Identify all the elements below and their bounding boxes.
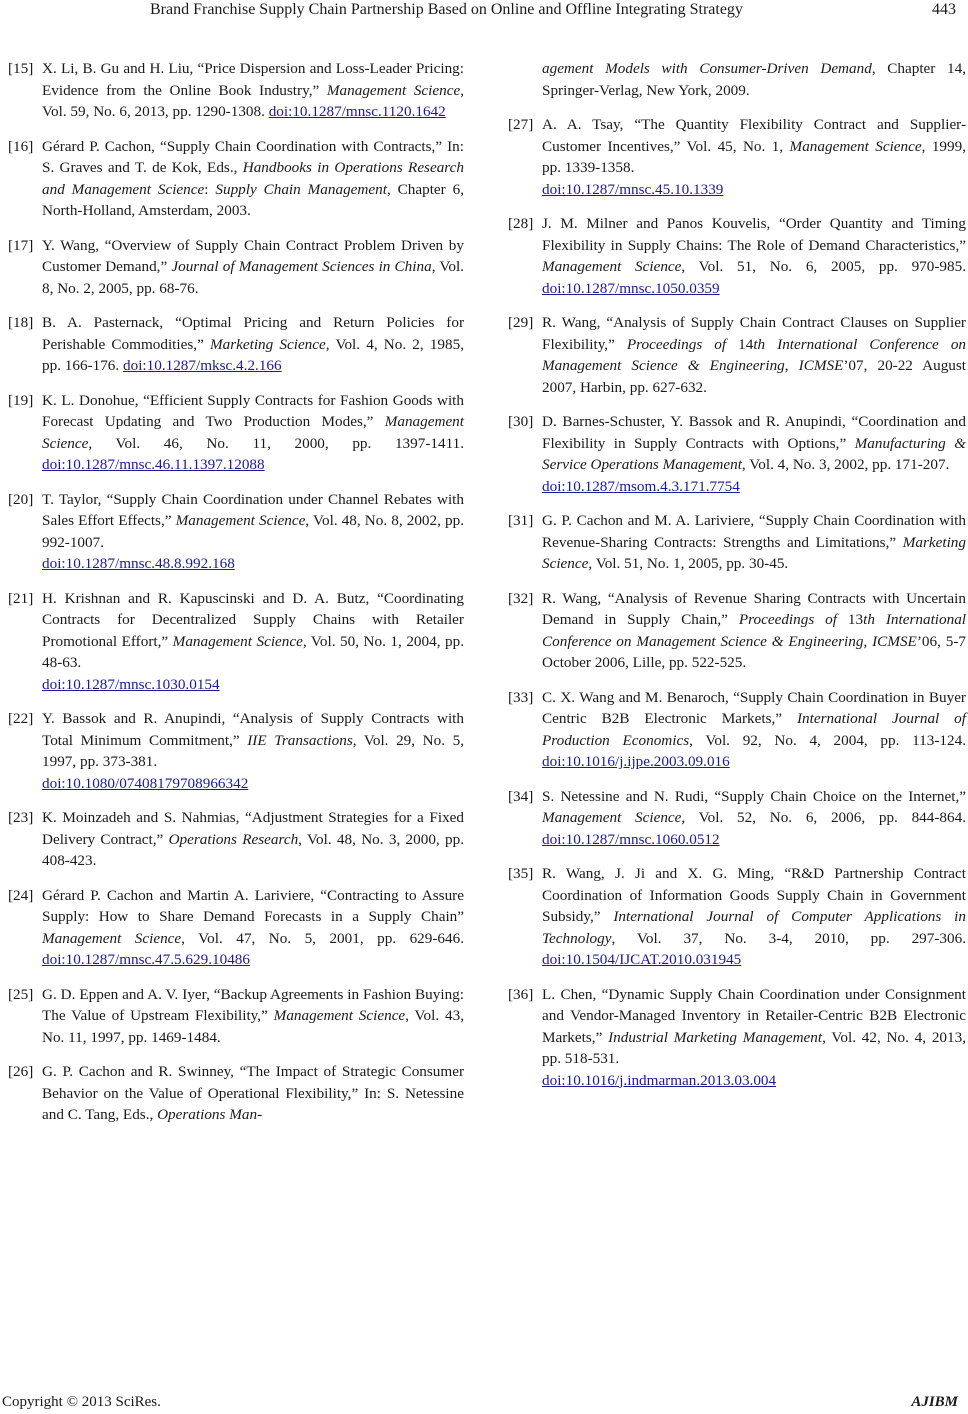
reference-number: [35] [508,865,534,882]
doi-link[interactable]: doi:10.1287/msom.4.3.171.7754 [542,477,740,495]
reference-number: [15] [8,60,34,77]
page-number: 443 [932,1,956,18]
reference-number: [31] [508,512,534,529]
reference-entry [8,708,464,794]
reference-number: [23] [8,809,34,826]
reference-entry [508,213,966,299]
reference-number: [24] [8,886,34,904]
reference-number: [28] [508,215,534,232]
reference-entry [508,510,966,575]
reference-text: L. Chen, “Dynamic Supply Chain Coordination under Consignment and Vendor-Managed Inventory in Retailer-Centric B2B Electronic Markets,” Industrial Marketing Management, Vol. 42, No. 4, 2013, pp. 518-531. doi:10.1016/j.indmarman.2013.03.004 [542,985,966,1089]
reference-text: K. Moinzadeh and S. Nahmias, “Adjustment Strategies for a Fixed Delivery Contract,” Operations Research, Vol. 48, No. 3, 2000, pp. 408-423. [42,809,465,869]
reference-text: Y. Wang, “Overview of Supply Chain Contract Problem Driven by Customer Demand,” Journal of Management Sciences in China, Vol. 8, No. 2, 2005, pp. 68-76. [42,236,464,297]
reference-entry [508,411,966,497]
reference-text: S. Netessine and N. Rudi, “Supply Chain Choice on the Internet,” Management Science, Vol. 52, No. 6, 2006, pp. 844-864. doi:10.1287/mnsc.1060.0512 [542,787,966,848]
reference-entry [8,984,464,1049]
reference-text: G. P. Cachon and M. A. Lariviere, “Supply Chain Coordination with Revenue-Sharing Contracts: Strengths and Limitations,” Marketing Science, Vol. 51, No. 1, 2005, pp. 30-45. [542,512,966,572]
reference-text: Gérard P. Cachon, “Supply Chain Coordination with Contracts,” In: S. Graves and T. de Kok, Eds., Handbooks in Operations Research and Management Science: Supply Chain Management, Chapter 6, North-Holland, Amsterdam, 2003. [42,137,464,219]
reference-entry [8,1061,464,1126]
reference-column-right [508,58,966,1104]
reference-text: K. L. Donohue, “Efficient Supply Contracts for Fashion Goods with Forecast Updating and Two Production Modes,” Management Science, Vol. 46, No. 11, 2000, pp. 1397-1411. doi:10.1287/mnsc.46.11.1397.12088 [42,391,464,473]
reference-text: G. D. Eppen and A. V. Iyer, “Backup Agreements in Fashion Buying: The Value of Upstream Flexibility,” Management Science, Vol. 43, No. 11, 1997, pp. 1469-1484. [42,985,464,1046]
reference-text: Gérard P. Cachon and Martin A. Lariviere, “Contracting to Assure Supply: How to Share Demand Forecasts in a Supply Chain” Management Science, Vol. 47, No. 5, 2001, pp. 629-646. doi:10.1287/mnsc.47.5.629.10486 [42,886,464,968]
reference-continuation [508,58,966,101]
doi-link[interactable]: doi:10.1287/mnsc.48.8.992.168 [42,555,235,572]
doi-link[interactable]: doi:10.1287/mnsc.1050.0359 [542,279,720,297]
reference-number: [30] [508,413,534,430]
reference-text: D. Barnes-Schuster, Y. Bassok and R. Anupindi, “Coordination and Flexibility in Supply Contracts with Options,” Manufacturing & Service Operations Management, Vol. 4, No. 3, 2002, pp. 171-207. doi:10.1287/msom.4.3.171.7754 [542,413,966,495]
reference-entry [508,312,966,398]
reference-entry [508,863,966,971]
reference-number: [17] [8,236,34,254]
reference-entry [508,114,966,200]
reference-text: R. Wang, “Analysis of Revenue Sharing Contracts with Uncertain Demand in Supply Chain,” Proceedings of 13th International Conference on Management Science & Engineering, ICMSE’06, 5-7 October 2006, Lille, pp. 522-525. [542,589,967,671]
reference-entry [8,312,464,377]
reference-entry [8,807,464,872]
reference-entry [8,588,464,696]
reference-entry [8,58,464,123]
copyright-notice: Copyright © 2013 SciRes. [2,1394,161,1410]
doi-link[interactable]: doi:10.1287/mksc.4.2.166 [123,357,282,374]
reference-text: B. A. Pasternack, “Optimal Pricing and Return Policies for Perishable Commodities,” Marketing Science, Vol. 4, No. 2, 1985, pp. 166-176. doi:10.1287/mksc.4.2.166 [42,314,464,374]
reference-entry [8,489,464,575]
reference-text: X. Li, B. Gu and H. Liu, “Price Dispersion and Loss-Leader Pricing: Evidence from the Online Book Industry,” Management Science, Vol. 59, No. 6, 2013, pp. 1290-1308. doi:10.1287/mnsc.1120.1642 [42,60,464,120]
doi-link[interactable]: doi:10.1016/j.indmarman.2013.03.004 [542,1071,777,1089]
reference-text: H. Krishnan and R. Kapuscinski and D. A. Butz, “Coordinating Contracts for Decentralized Supply Chains with Retailer Promotional Effort,” Management Science, Vol. 50, No. 1, 2004, pp. 48-63. doi:10.1287/mnsc.1030.0154 [42,589,465,693]
reference-number: [20] [8,490,34,508]
reference-entry [8,235,464,300]
doi-link[interactable]: doi:10.1287/mnsc.47.5.629.10486 [42,951,250,968]
reference-number: [25] [8,985,34,1003]
reference-number: [33] [508,688,534,706]
reference-continuation-text: agement Models with Consumer-Driven Demand, Chapter 14, Springer-Verlag, New York, 2009. [542,60,966,99]
doi-link[interactable]: doi:10.1287/mnsc.1120.1642 [268,103,446,120]
reference-entry [8,390,464,476]
reference-number: [32] [508,589,534,607]
reference-entry [508,687,966,773]
doi-link[interactable]: doi:10.1080/07408179708966342 [42,774,249,792]
reference-number: [26] [8,1063,34,1080]
page-footer [0,1394,968,1414]
reference-number: [34] [508,787,534,805]
running-title: Brand Franchise Supply Chain Partnership Based on Online and Offline Integrating Strategy [150,1,743,18]
reference-entry [508,786,966,851]
reference-entry [8,136,464,222]
reference-text: R. Wang, “Analysis of Supply Chain Contract Clauses on Supplier Flexibility,” Proceedings of 14th International Conference on Management Science & Engineering, ICMSE’07, 20-22 August 2007, Harbin, pp. 627-632. [542,314,967,396]
reference-entry [508,984,966,1092]
reference-text: J. M. Milner and Panos Kouvelis, “Order Quantity and Timing Flexibility in Supply Chains: The Role of Demand Characteristics,” Management Science, Vol. 51, No. 6, 2005, pp. 970-985. doi:10.1287/mnsc.1050.0359 [542,215,966,297]
doi-link[interactable]: doi:10.1016/j.ijpe.2003.09.016 [542,753,730,770]
reference-text: A. A. Tsay, “The Quantity Flexibility Contract and Supplier-Customer Incentives,” Vol. 45, No. 1, Management Science, 1999, pp. 1339-1358. doi:10.1287/mnsc.45.10.1339 [542,116,967,198]
reference-text: G. P. Cachon and R. Swinney, “The Impact of Strategic Consumer Behavior on the Value of Operational Flexibility,” In: S. Netessine and C. Tang, Eds., Operations Man- [42,1063,464,1123]
reference-number: [22] [8,710,34,727]
running-header [0,0,968,24]
doi-link[interactable]: doi:10.1287/mnsc.46.11.1397.12088 [42,456,265,473]
reference-text: C. X. Wang and M. Benaroch, “Supply Chain Coordination in Buyer Centric B2B Electronic Markets,” International Journal of Production Economics, Vol. 92, No. 4, 2004, pp. 113-124. doi:10.1016/j.ijpe.2003.09.016 [542,688,967,770]
reference-number: [19] [8,391,34,409]
reference-number: [16] [8,137,34,155]
reference-number: [18] [8,314,34,331]
reference-number: [36] [508,985,534,1003]
reference-text: T. Taylor, “Supply Chain Coordination under Channel Rebates with Sales Effort Effects,” Management Science, Vol. 48, No. 8, 2002, pp. 992-1007. doi:10.1287/mnsc.48.8.992.168 [42,490,464,572]
doi-link[interactable]: doi:10.1504/IJCAT.2010.031945 [542,951,742,968]
reference-column-left [8,58,464,1139]
doi-link[interactable]: doi:10.1287/mnsc.45.10.1339 [542,180,724,198]
doi-link[interactable]: doi:10.1287/mnsc.1060.0512 [542,830,720,848]
journal-abbreviation: AJIBM [911,1394,958,1410]
reference-text: R. Wang, J. Ji and X. G. Ming, “R&D Partnership Contract Coordination of Information Goods Supply Chain in Government Subsidy,” International Journal of Computer Applications in Technology, Vol. 37, No. 3-4, 2010, pp. 297-306. doi:10.1504/IJCAT.2010.031945 [542,865,966,968]
reference-number: [29] [508,314,534,331]
reference-entry [508,588,966,674]
reference-number: [27] [508,116,534,133]
doi-link[interactable]: doi:10.1287/mnsc.1030.0154 [42,675,220,693]
reference-entry [8,885,464,971]
reference-number: [21] [8,589,34,607]
reference-text: Y. Bassok and R. Anupindi, “Analysis of Supply Contracts with Total Minimum Commitment,” IIE Transactions, Vol. 29, No. 5, 1997, pp. 373-381. doi:10.1080/07408179708966342 [42,710,464,792]
